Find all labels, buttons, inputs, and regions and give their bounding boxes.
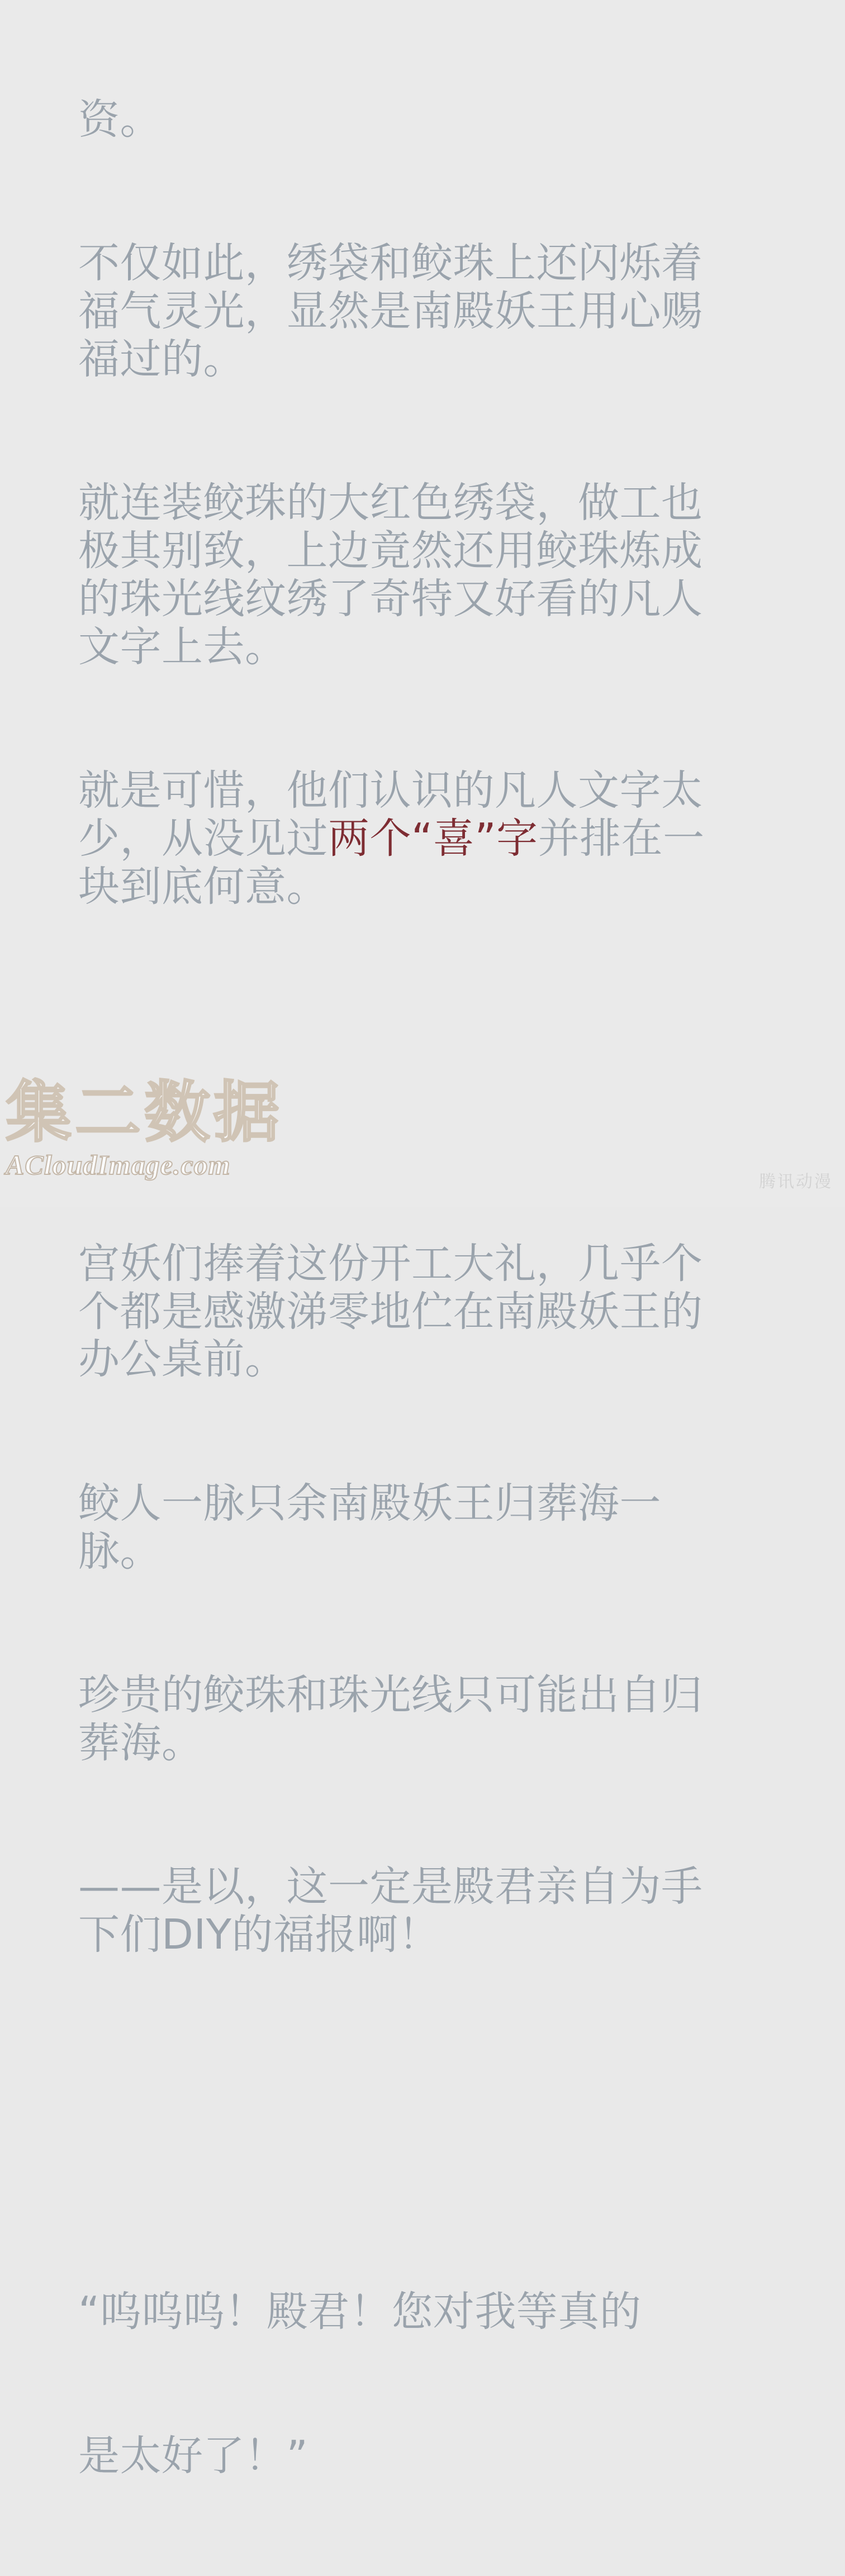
paragraph-5: 宫妖们捧着这份开工大礼，几乎个个都是感激涕零地伫在南殿妖王的办公桌前。 [78,1239,703,1384]
paragraph-6: 鲛人一脉只余南殿妖王归葬海一脉。 [78,1479,661,1575]
watermark-left-en: ACloudImage.com [6,1149,231,1180]
watermark-left-cn: 集二数据 [6,1074,283,1151]
paragraph-4-tail: 并排在一块到底何意。 [78,815,705,911]
paragraph-10: 是太好了！” [78,2431,308,2480]
paragraph-8: ——是以，这一定是殿君亲自为手下们DIY的福报啊！ [78,1863,703,1959]
story-text-block [78,0,727,2576]
paragraph-4-text: 就是可惜，他们认识的凡人文字太少，从没见过 [78,766,703,863]
paragraph-1: 资。 [78,95,162,144]
paragraph-9: “呜呜呜！殿君！您对我等真的 [78,2288,642,2336]
highlight-phrase: 两个“喜”字 [328,815,538,863]
paragraph-spacer [78,1055,727,1096]
watermark-right: 腾讯动漫 [759,1172,833,1192]
paragraph-3: 就连装鲛珠的大红色绣袋，做工也极其别致，上边竟然还用鲛珠炼成的珠光线纹绣了奇特又好看的凡人文字上去。 [78,479,703,671]
paragraph-4 [78,767,727,911]
paragraph-spacer-2 [78,2103,727,2145]
paragraph-2: 不仅如此，绣袋和鲛珠上还闪烁着福气灵光，显然是南殿妖王用心赐福过的。 [78,239,703,383]
paragraph-7: 珍贵的鲛珠和珠光线只可能出自归葬海。 [78,1671,703,1767]
